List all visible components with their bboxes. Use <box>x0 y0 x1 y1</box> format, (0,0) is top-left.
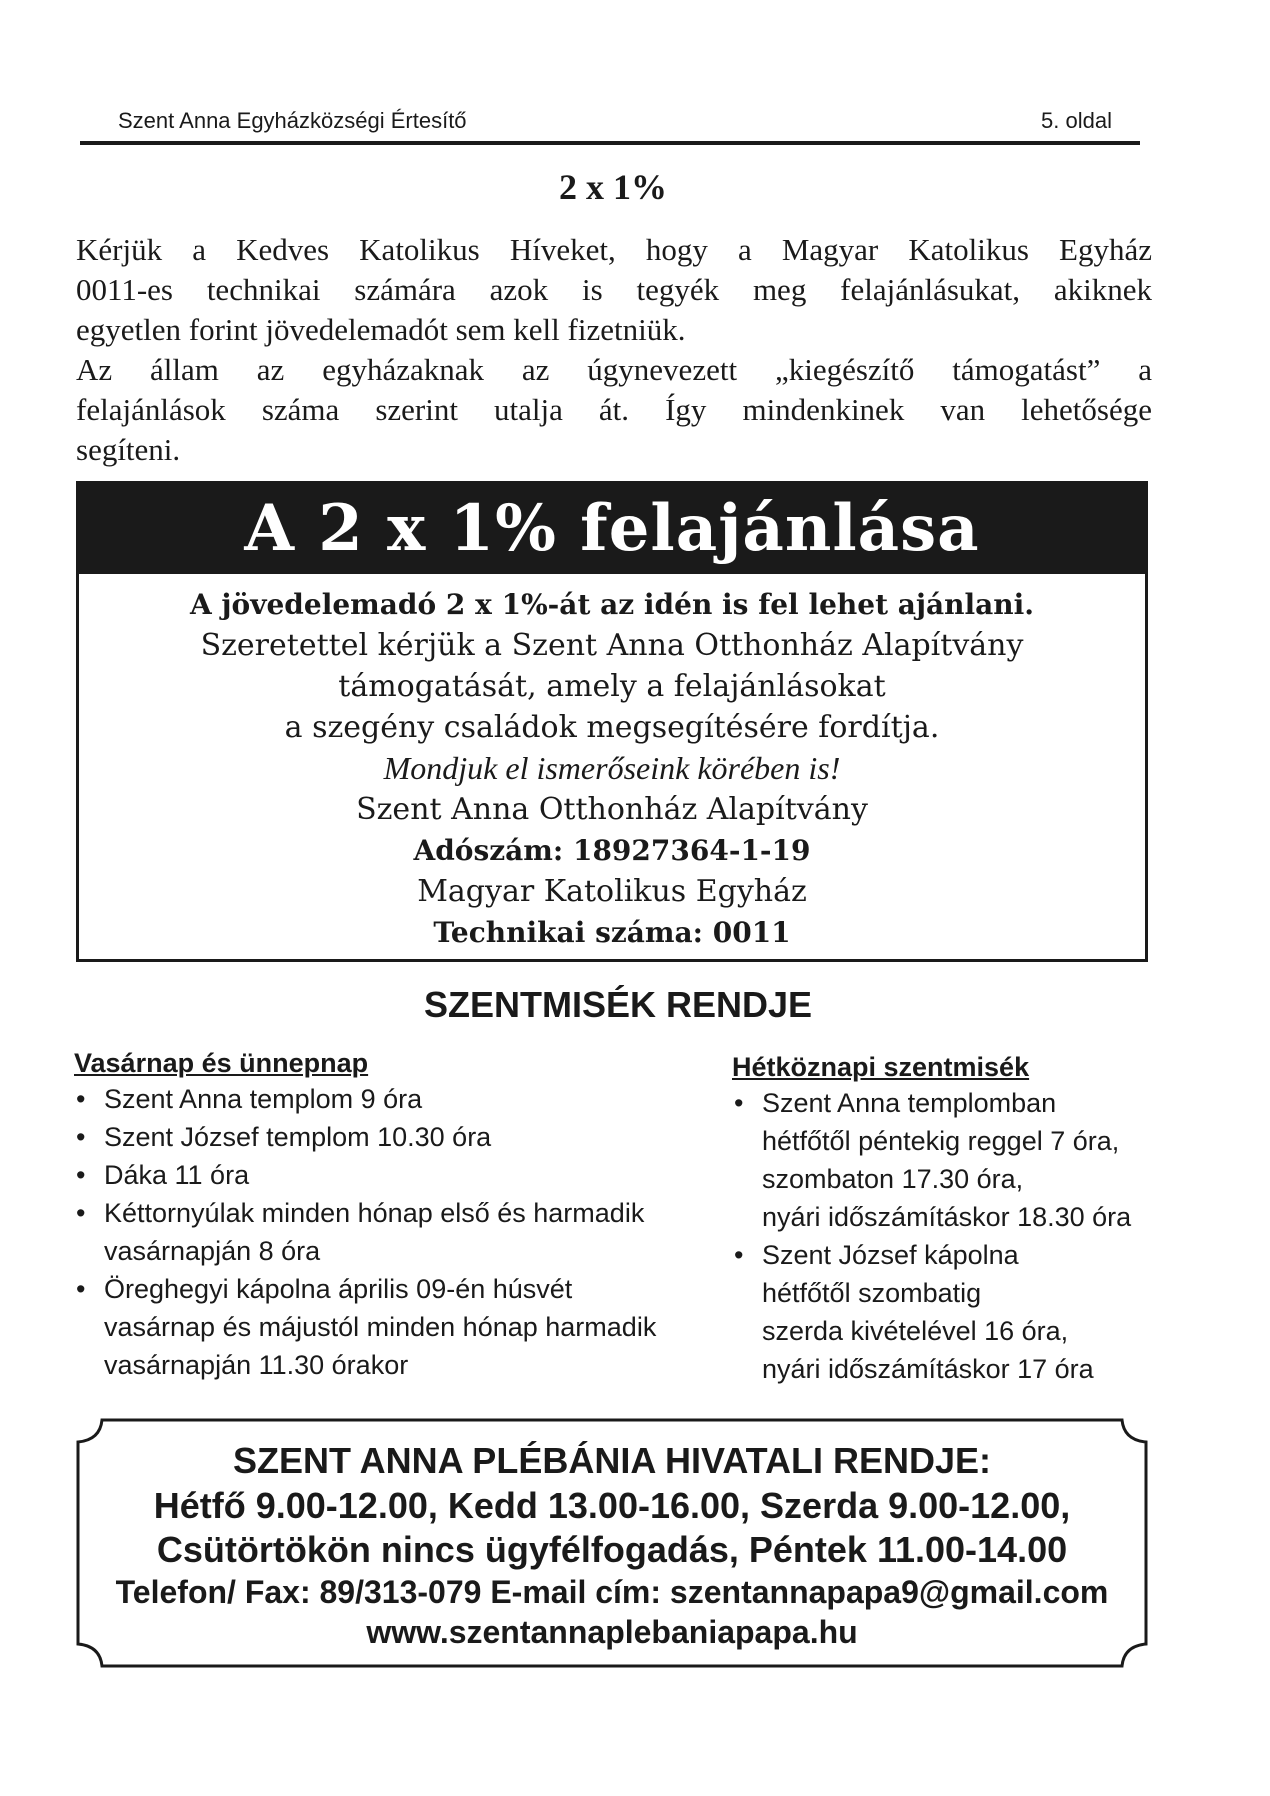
bullet-icon: • <box>734 1088 744 1118</box>
header-divider <box>80 141 1140 145</box>
office-hours-text <box>76 1438 1148 1652</box>
donation-box <box>76 481 1148 962</box>
technical-number: Technikai száma: 0011 <box>433 916 791 949</box>
sunday-mass-list <box>74 1080 694 1384</box>
donation-line: Szeretettel kérjük a Szent Anna Otthonház Alapítvány <box>200 628 1024 663</box>
donation-banner: A 2 x 1% felajánlása <box>79 484 1145 574</box>
intro-line: segíteni. <box>76 432 181 467</box>
weekday-masses <box>732 1050 1152 1388</box>
sunday-masses <box>74 1046 694 1384</box>
list-item <box>74 1194 694 1270</box>
intro-line: felajánlások száma szerint utalja át. Így mindenkinek van lehetősége <box>76 392 1152 427</box>
page-header <box>112 108 1112 140</box>
list-item-text: hétfőtől péntekig reggel 7 óra, <box>762 1126 1120 1156</box>
bullet-icon: • <box>734 1240 744 1270</box>
bullet-icon: • <box>76 1274 86 1304</box>
mass-schedule-title: SZENTMISÉK RENDJE <box>423 984 813 1025</box>
office-hours-line: Csütörtökön nincs ügyfélfogadás, Péntek 11.00-14.00 <box>156 1529 1068 1570</box>
list-item-text: hétfőtől szombatig <box>762 1278 982 1308</box>
list-item-text: Szent Anna templomban <box>762 1088 1057 1118</box>
list-item-text: nyári időszámításkor 18.30 óra <box>762 1202 1132 1232</box>
sunday-heading: Vasárnap és ünnepnap <box>74 1048 369 1078</box>
donation-line: támogatását, amely a felajánlásokat <box>338 669 886 704</box>
intro-line: 0011-es technikai számára azok is tegyék meg felajánlásukat, akiknek <box>76 272 1152 307</box>
foundation-name: Szent Anna Otthonház Alapítvány <box>356 792 868 827</box>
intro-line: Az állam az egyházaknak az úgynevezett „kiegészítő támogatást” a <box>76 352 1152 387</box>
list-item-text: Szent József kápolna <box>762 1240 1019 1270</box>
list-item <box>732 1084 1152 1236</box>
weekday-mass-list <box>732 1084 1152 1388</box>
list-item-text: vasárnapján 11.30 órakor <box>104 1350 409 1380</box>
section-title-2x1: 2 x 1% <box>559 167 667 207</box>
list-item-text: Öreghegyi kápolna április 09-én húsvét <box>104 1274 573 1304</box>
list-item <box>74 1080 694 1118</box>
bullet-icon: • <box>76 1122 86 1152</box>
donation-text <box>79 584 1145 953</box>
bullet-icon: • <box>76 1084 86 1114</box>
list-item-text: Kéttornyúlak minden hónap első és harmadik <box>104 1198 645 1228</box>
office-title: SZENT ANNA PLÉBÁNIA HIVATALI RENDJE: <box>232 1440 991 1481</box>
bullet-icon: • <box>76 1160 86 1190</box>
newsletter-title: Szent Anna Egyházközségi Értesítő <box>118 108 467 133</box>
list-item <box>74 1118 694 1156</box>
list-item-text: szombaton 17.30 óra, <box>762 1164 1024 1194</box>
tax-number: Adószám: 18927364-1-19 <box>413 834 811 867</box>
donation-line: A jövedelemadó 2 x 1%-át az idén is fel lehet ajánlani. <box>189 588 1035 621</box>
church-name: Magyar Katolikus Egyház <box>417 874 807 909</box>
list-item-text: vasárnap és májustól minden hónap harmadik <box>104 1312 657 1342</box>
office-hours-box <box>76 1418 1148 1668</box>
list-item-text: nyári időszámításkor 17 óra <box>762 1354 1094 1384</box>
list-item <box>732 1236 1152 1388</box>
list-item-text: Szent Anna templom 9 óra <box>104 1084 423 1114</box>
intro-line: egyetlen forint jövedelemadót sem kell fizetniük. <box>76 312 686 347</box>
list-item-text: Dáka 11 óra <box>104 1160 250 1190</box>
list-item-text: szerda kivételével 16 óra, <box>762 1316 1069 1346</box>
donation-line: a szegény családok megsegítésére fordítja. <box>284 710 940 745</box>
donation-line-italic: Mondjuk el ismerőseink körében is! <box>383 750 841 786</box>
contact-info: Telefon/ Fax: 89/313-079 E-mail cím: szentannapapa9@gmail.com <box>115 1574 1109 1610</box>
intro-text <box>76 230 1152 470</box>
intro-line: Kérjük a Kedves Katolikus Híveket, hogy a Magyar Katolikus Egyház <box>76 232 1152 267</box>
website-link[interactable]: www.szentannaplebaniapapa.hu <box>366 1614 858 1650</box>
page-number: 5. oldal <box>1041 108 1112 133</box>
bullet-icon: • <box>76 1198 86 1228</box>
list-item <box>74 1156 694 1194</box>
list-item-text: Szent József templom 10.30 óra <box>104 1122 492 1152</box>
list-item <box>74 1270 694 1384</box>
weekday-heading: Hétköznapi szentmisék <box>732 1052 1030 1082</box>
list-item-text: vasárnapján 8 óra <box>104 1236 321 1266</box>
office-hours-line: Hétfő 9.00-12.00, Kedd 13.00-16.00, Szerda 9.00-12.00, <box>153 1485 1071 1526</box>
